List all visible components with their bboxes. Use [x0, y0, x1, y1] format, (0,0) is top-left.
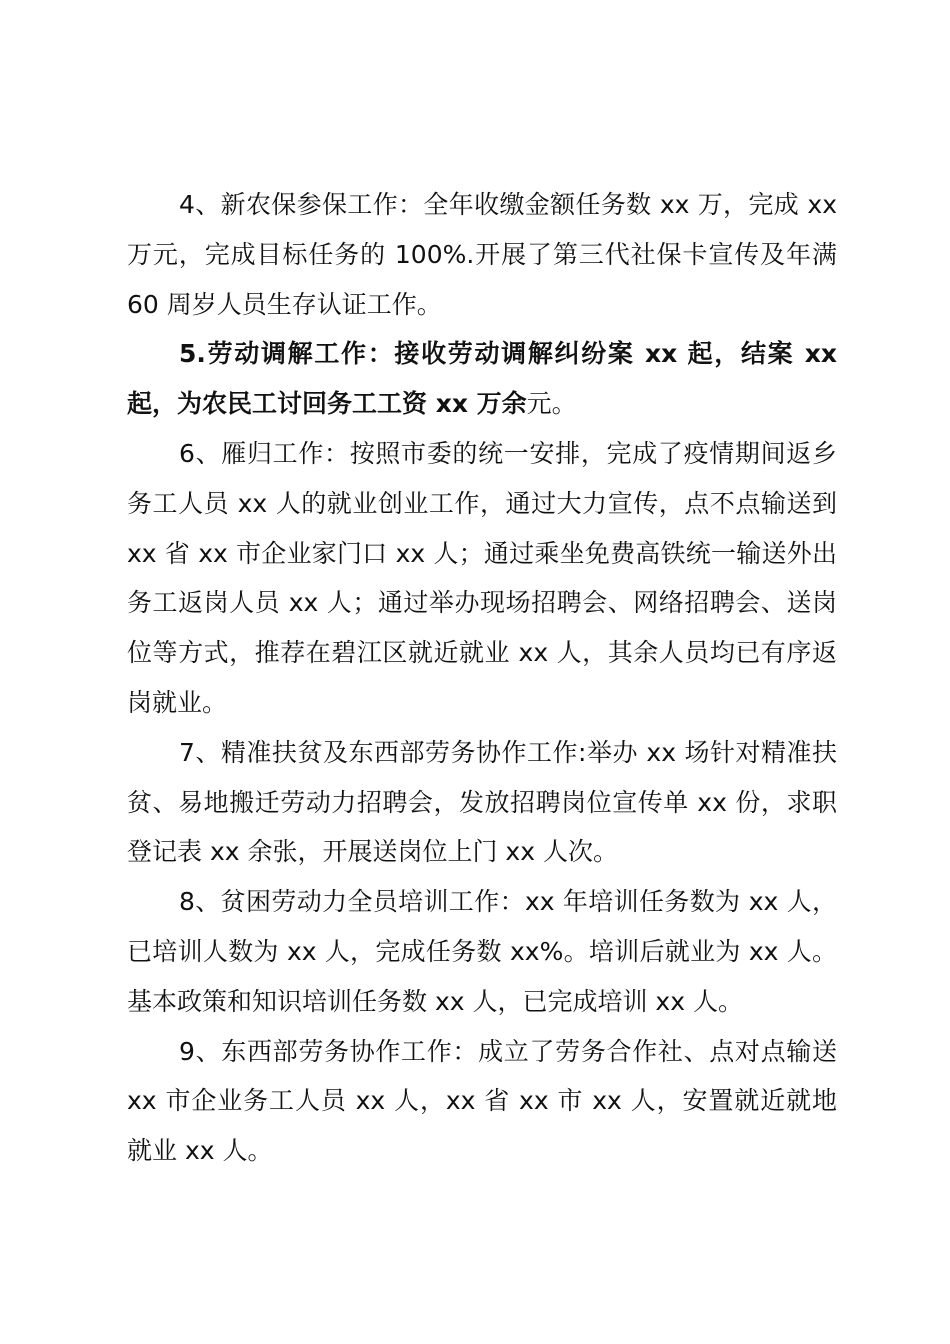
paragraph-item-4: 4、新农保参保工作：全年收缴金额任务数 xx 万，完成 xx 万元，完成目标任务的 100%.开展了第三代社保卡宣传及年满 60 周岁人员生存认证工作。 [127, 190, 837, 319]
paragraph-item-8: 8、贫困劳动力全员培训工作：xx 年培训任务数为 xx 人，已培训人数为 xx 人，完成任务数 xx%。培训后就业为 xx 人。基本政策和知识培训任务数 xx 人，已完成培训 xx 人。 [127, 887, 837, 1016]
paragraph-item-5-tail-text: 元。 [526, 389, 577, 419]
document-body [127, 180, 837, 1176]
paragraph-item-7: 7、精准扶贫及东西部劳务协作工作:举办 xx 场针对精准扶贫、易地搬迁劳动力招聘会，发放招聘岗位宣传单 xx 份，求职登记表 xx 余张，开展送岗位上门 xx 人次。 [127, 737, 837, 867]
paragraph-item-5-bold-text: 5.劳动调解工作：接收劳动调解纠纷案 xx 起，结案 xx 起，为农民工讨回务工工资 xx 万余 [127, 339, 837, 419]
paragraph-item-9: 9、东西部劳务协作工作：成立了劳务合作社、点对点输送 xx 市企业务工人员 xx 人，xx 省 xx 市 xx 人，安置就近就地就业 xx 人。 [127, 1036, 837, 1166]
paragraph-item-6: 6、雁归工作：按照市委的统一安排，完成了疫情期间返乡务工人员 xx 人的就业创业工作，通过大力宣传，点不点输送到 xx 省 xx 市企业家门口 xx 人；通过乘坐免费高铁统一输送外出务工返岗人员 xx 人；通过举办现场招聘会、网络招聘会、送岗位等方式，推荐在碧江区就近就业 xx 人，其余人员均已有序返岗就业。 [127, 438, 837, 717]
paragraph-item-5 [127, 329, 837, 429]
